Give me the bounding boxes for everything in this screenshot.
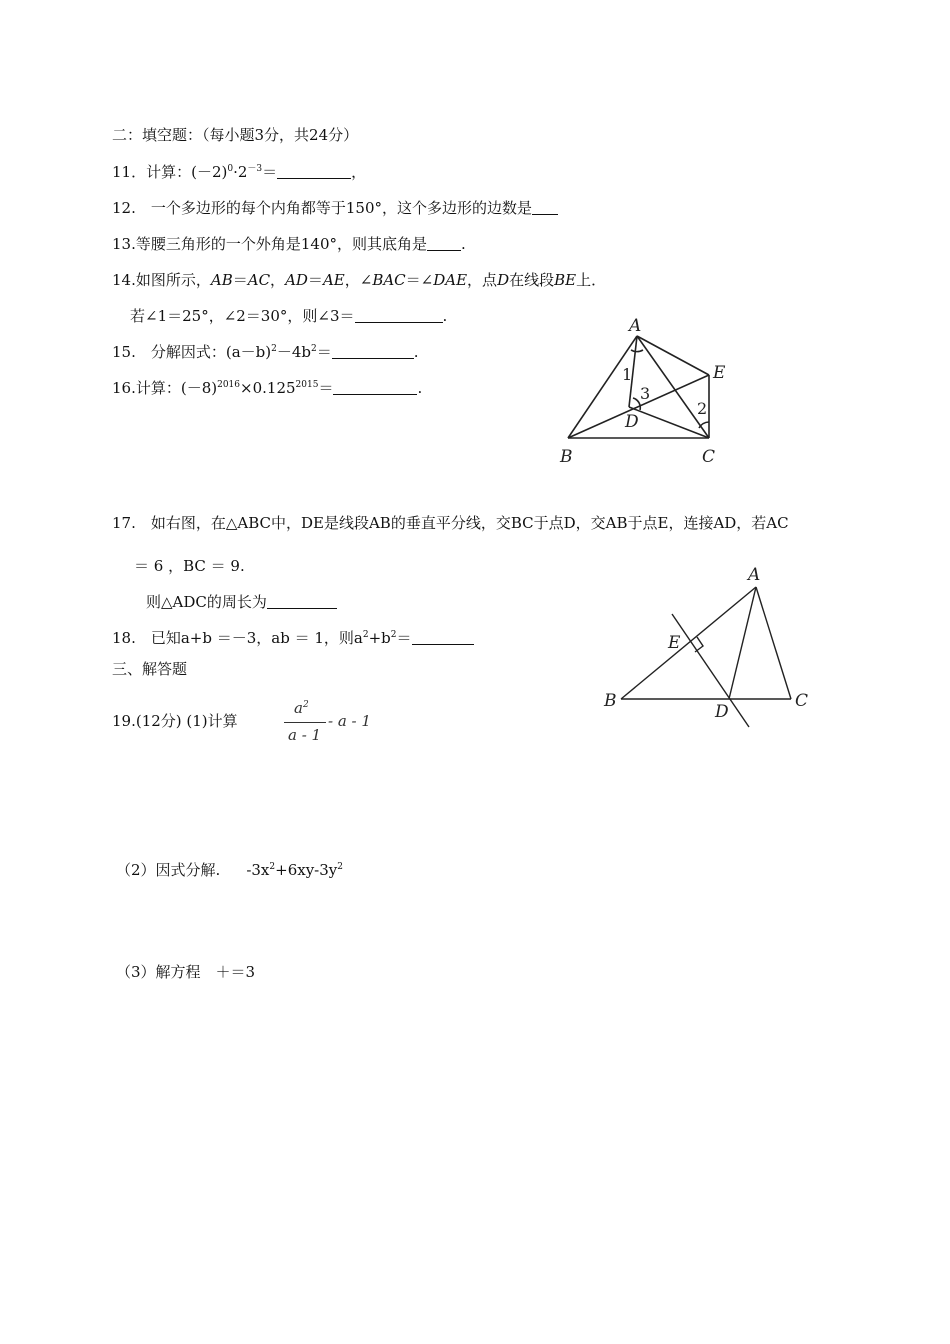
q16-exp1: 2016 bbox=[217, 380, 241, 390]
q18-exp1: 2 bbox=[362, 630, 369, 640]
q18-prefix: 18. 已知a+b ＝－3，ab ＝ 1，则a bbox=[112, 629, 363, 647]
q16-mid: ×0.125 bbox=[240, 379, 296, 397]
q19-num-exp: 2 bbox=[302, 700, 309, 710]
q15-exp1: 2 bbox=[271, 344, 277, 354]
q19-fraction-numerator bbox=[294, 699, 309, 717]
q11-prefix: 11．计算：(－2) bbox=[112, 163, 228, 181]
q18-eq: ＝ bbox=[396, 629, 412, 647]
q16-eq: ＝ bbox=[318, 379, 334, 397]
fig2-segment-ab bbox=[621, 587, 756, 699]
fig2-label-a: A bbox=[748, 565, 761, 585]
q19-fraction-bar bbox=[284, 722, 326, 723]
q14-end: . bbox=[442, 307, 448, 325]
section-heading-solve: 三、解答题 bbox=[112, 660, 188, 678]
fig1-label-c: C bbox=[702, 447, 716, 467]
q17-line3-text: 则△ADC的周长为 bbox=[146, 593, 267, 611]
fig2-label-c: C bbox=[795, 691, 809, 711]
fig1-label-angle-3: 3 bbox=[640, 384, 651, 403]
q18-mid: +b bbox=[368, 629, 391, 647]
fig1-label-a: A bbox=[629, 316, 642, 336]
fig2-label-e: E bbox=[668, 633, 681, 653]
q19-fraction-denominator: a - 1 bbox=[288, 726, 322, 744]
q14-ae: AE bbox=[322, 271, 345, 289]
section-heading-fill-blank: 二：填空题：（每小题3分，共24分） bbox=[112, 126, 359, 144]
q16-prefix: 16.计算：(－8) bbox=[112, 379, 218, 397]
fig2-label-d: D bbox=[715, 702, 729, 722]
q15-mid: －4b bbox=[276, 343, 311, 361]
question-17-line2: ＝ 6 ，BC ＝ 9. bbox=[134, 557, 245, 575]
q19-part2-expr-b: +6xy-3y bbox=[275, 861, 338, 879]
q14-c3: ，点 bbox=[467, 271, 498, 289]
fig1-label-d: D bbox=[625, 412, 639, 432]
q19-part2-exp1: 2 bbox=[269, 862, 276, 872]
q11-exp2: －3 bbox=[247, 164, 263, 174]
q19-part2-label: （2）因式分解. bbox=[116, 861, 221, 879]
question-19-part2 bbox=[116, 860, 343, 880]
q14-eq3: ＝∠ bbox=[405, 271, 434, 289]
fig2-segment-ac bbox=[756, 587, 791, 699]
q12-text: 12. 一个多边形的每个内角都等于150°，这个多边形的边数是 bbox=[112, 199, 532, 217]
q14-ac: AC bbox=[247, 271, 271, 289]
q11-exp1: 0 bbox=[227, 164, 234, 174]
q15-eq: ＝ bbox=[316, 343, 332, 361]
q13-text: 13.等腰三角形的一个外角是140°，则其底角是 bbox=[112, 235, 427, 253]
q14-c4: 在线段 bbox=[509, 271, 555, 289]
q14-line2-text: 若∠1＝25°，∠2＝30°，则∠3＝ bbox=[130, 307, 355, 325]
fig2-perpendicular-bisector bbox=[672, 614, 749, 727]
q14-eq2: ＝ bbox=[307, 271, 323, 289]
q14-be: BE bbox=[554, 271, 577, 289]
question-17: 17. 如右图，在△ABC中，DE是线段AB的垂直平分线，交BC于点D，交AB于点E，连接AD，若AC bbox=[112, 514, 789, 532]
q14-ad: AD bbox=[285, 271, 308, 289]
q14-c5: 上． bbox=[576, 271, 607, 289]
fig2-label-b: B bbox=[604, 691, 617, 711]
q11-mid: ·2 bbox=[233, 163, 248, 181]
q19-fraction-tail: - a - 1 bbox=[328, 712, 371, 730]
q19-num-base: a bbox=[294, 699, 303, 717]
fig1-label-angle-1: 1 bbox=[622, 365, 633, 384]
question-19-part1: 19.(12分) (1)计算 bbox=[112, 712, 238, 730]
q14-bac: BAC bbox=[372, 271, 406, 289]
fig1-label-e: E bbox=[713, 363, 726, 383]
q14-c1: ， bbox=[270, 271, 286, 289]
q14-ab: AB bbox=[210, 271, 233, 289]
fig1-label-angle-2: 2 bbox=[697, 399, 708, 418]
q14-d: D bbox=[497, 271, 510, 289]
q14-dae: DAE bbox=[433, 271, 468, 289]
q11-eq: ＝ bbox=[262, 163, 278, 181]
q15-prefix: 15. 分解因式：(a－b) bbox=[112, 343, 272, 361]
q15-end: . bbox=[413, 343, 419, 361]
q14-c2: ，∠ bbox=[344, 271, 373, 289]
q11-end: ， bbox=[351, 163, 367, 181]
q13-end: . bbox=[461, 235, 466, 253]
q19-part2-exp2: 2 bbox=[337, 862, 343, 872]
q15-exp2: 2 bbox=[311, 344, 317, 354]
q16-end: . bbox=[417, 379, 423, 397]
question-19-part3: （3）解方程 ＋＝3 bbox=[116, 963, 256, 981]
q14-eq1: ＝ bbox=[232, 271, 248, 289]
q18-exp2: 2 bbox=[390, 630, 397, 640]
q19-part2-expr-a: -3x bbox=[246, 861, 270, 879]
fig2-segment-ad bbox=[729, 587, 756, 699]
fig1-label-b: B bbox=[560, 447, 573, 467]
q16-exp2: 2015 bbox=[295, 380, 319, 390]
q14-text: 14.如图所示， bbox=[112, 271, 211, 289]
